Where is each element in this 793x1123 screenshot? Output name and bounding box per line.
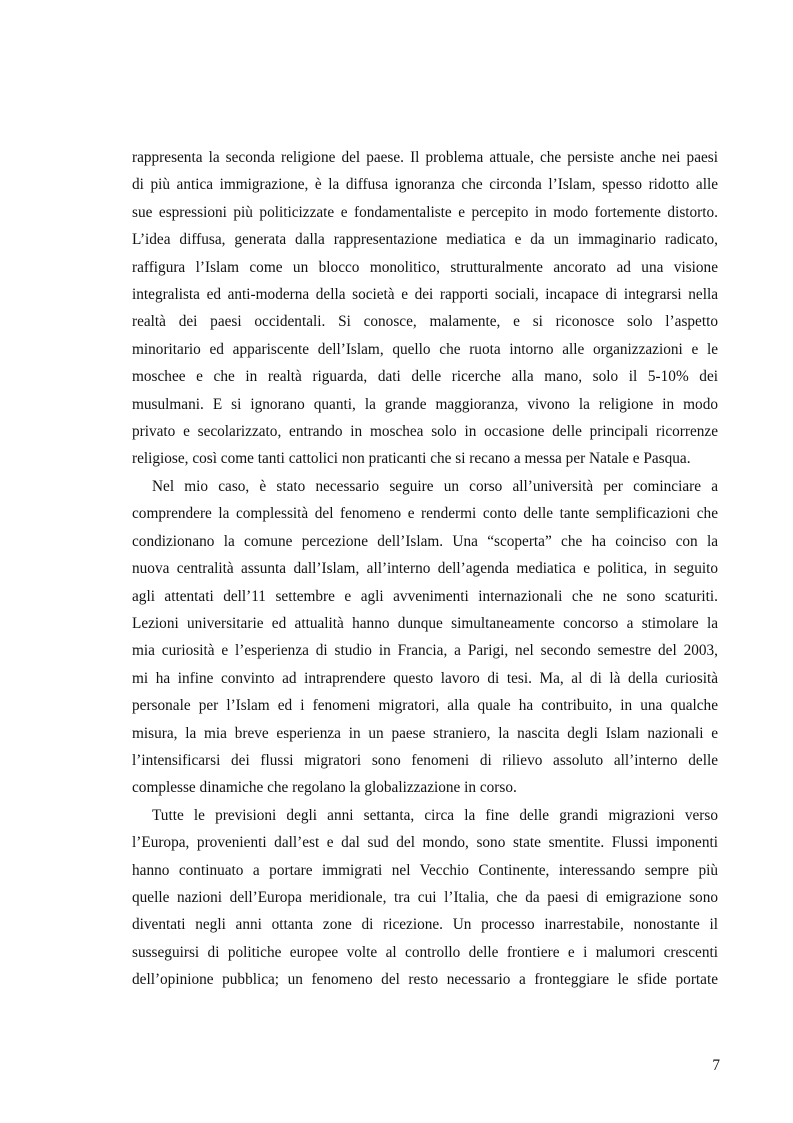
text-line: comprendere la complessità del fenomeno e rendermi conto delle tante semplificazioni che	[132, 505, 718, 523]
text-line: hanno continuato a portare immigrati nel Vecchio Continente, interessando sempre più	[132, 861, 718, 879]
paragraph-2	[132, 473, 718, 802]
text-line: minoritario ed appariscente dell’Islam, quello che ruota intorno alle organizzazioni e le	[132, 340, 718, 358]
text-line: dell’opinione pubblica; un fenomeno del resto necessario a fronteggiare le sfide portate	[132, 971, 718, 989]
text-line: moschee e che in realtà riguarda, dati delle ricerche alla mano, solo il 5-10% dei	[132, 368, 718, 386]
page-body	[132, 144, 718, 994]
text-line: Lezioni universitarie ed attualità hanno dunque simultaneamente concorso a stimolare la	[132, 614, 718, 632]
text-line: diventati negli anni ottanta zone di ricezione. Un processo inarrestabile, nonostante il	[132, 916, 718, 934]
paragraph-3	[132, 802, 718, 994]
text-line: realtà dei paesi occidentali. Si conosce, malamente, e si riconosce solo l’aspetto	[132, 313, 718, 331]
text-line: quelle nazioni dell’Europa meridionale, tra cui l’Italia, che da paesi di emigrazione sono	[132, 888, 718, 906]
text-line: personale per l’Islam ed i fenomeni migratori, alla quale ha contribuito, in una qualche	[132, 697, 718, 715]
page-number: 7	[712, 1057, 720, 1074]
text-line: musulmani. E si ignorano quanti, la grande maggioranza, vivono la religione in modo	[132, 395, 718, 413]
text-line: agli attentati dell’11 settembre e agli avvenimenti internazionali che ne sono scaturiti.	[132, 587, 718, 605]
text-line: L’idea diffusa, generata dalla rappresentazione mediatica e da un immaginario radicato,	[132, 231, 718, 249]
text-line: religiose, così come tanti cattolici non praticanti che si recano a messa per Natale e Pasqua.	[132, 450, 691, 468]
paragraph-1	[132, 144, 718, 473]
text-line: mi ha infine convinto ad intraprendere questo lavoro di tesi. Ma, al di là della curiosità	[132, 669, 718, 687]
text-line: sue espressioni più politicizzate e fondamentaliste e percepito in modo fortemente distorto.	[132, 203, 718, 221]
text-line: misura, la mia breve esperienza in un paese straniero, la nascita degli Islam nazionali e	[132, 724, 718, 742]
text-line: l’intensificarsi dei flussi migratori sono fenomeni di rilievo assoluto all’interno delle	[132, 751, 718, 769]
text-line: nuova centralità assunta dall’Islam, all’interno dell’agenda mediatica e politica, in seguito	[132, 560, 718, 578]
text-line: condizionano la comune percezione dell’Islam. Una “scoperta” che ha coinciso con la	[132, 532, 718, 550]
text-line: complesse dinamiche che regolano la globalizzazione in corso.	[132, 779, 517, 797]
text-line: Nel mio caso, è stato necessario seguire un corso all’università per cominciare a	[152, 477, 718, 495]
text-line: raffigura l’Islam come un blocco monolitico, strutturalmente ancorato ad una visione	[132, 258, 718, 276]
text-line: mia curiosità e l’esperienza di studio in Francia, a Parigi, nel secondo semestre del 2003,	[132, 642, 718, 660]
text-line: Tutte le previsioni degli anni settanta, circa la fine delle grandi migrazioni verso	[152, 806, 718, 824]
text-line: rappresenta la seconda religione del paese. Il problema attuale, che persiste anche nei paesi	[132, 149, 718, 166]
text-line: privato e secolarizzato, entrando in moschea solo in occasione delle principali ricorrenze	[132, 423, 718, 441]
text-line: di più antica immigrazione, è la diffusa ignoranza che circonda l’Islam, spesso ridotto alle	[132, 176, 718, 194]
text-line: susseguirsi di politiche europee volte al controllo delle frontiere e i malumori crescenti	[132, 943, 718, 961]
text-line: l’Europa, provenienti dall’est e dal sud del mondo, sono state smentite. Flussi imponenti	[132, 834, 718, 852]
text-line: integralista ed anti-moderna della società e dei rapporti sociali, incapace di integrarsi nella	[132, 286, 718, 304]
